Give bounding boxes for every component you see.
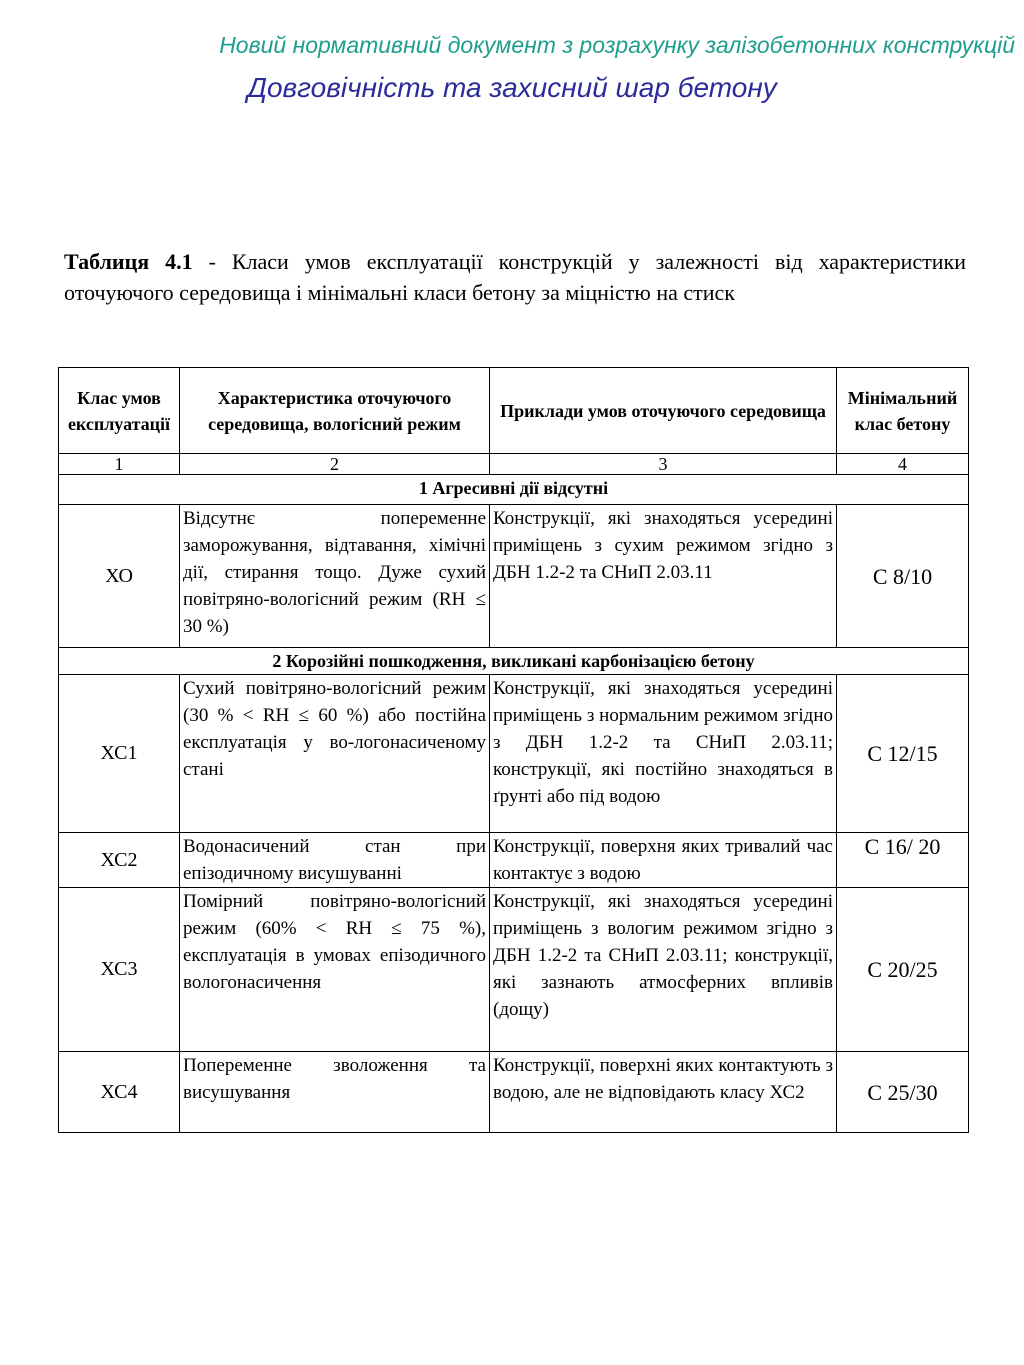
header-environment-examples: Приклади умов оточуючого середовища: [490, 368, 837, 454]
table-caption-label: Таблиця 4.1: [64, 249, 193, 274]
header-exposure-class: Клас умов експлуатації: [59, 368, 180, 454]
column-number: 3: [490, 454, 837, 475]
table-caption-text: - Класи умов експлуатації конструкцій у залежності від характеристики оточуючого середовища і мінімальні класи бетону за міцністю на стиск: [64, 249, 966, 305]
exposure-class-cell: ХС4: [59, 1052, 180, 1133]
example-cell: Конструкції, які знаходяться усередині приміщень з сухим режимом згідно з ДБН 1.2-2 та СНиП 2.03.11: [490, 505, 837, 648]
example-cell: Конструкції, які знаходяться усередині приміщень з вологим режимом згідно з ДБН 1.2-2 та СНиП 2.03.11; конструкції, які зазнають атмосферних впливів (дощу): [490, 888, 837, 1052]
header-min-concrete-class: Мінімальний клас бетону: [837, 368, 969, 454]
example-cell: Конструкції, які знаходяться усередині приміщень з нормальним режимом згідно з ДБН 1.2-2 та СНиП 2.03.11; конструкції, які постійно знаходяться в ґрунті або під водою: [490, 675, 837, 833]
exposure-class-cell: ХС1: [59, 675, 180, 833]
exposure-class-cell: ХО: [59, 505, 180, 648]
column-number: 4: [837, 454, 969, 475]
characteristic-cell: Водонасичений стан при епізодичному висушуванні: [180, 833, 490, 888]
grade-cell: С 12/15: [837, 675, 969, 833]
exposure-classes-table: [58, 367, 969, 1133]
characteristic-cell: Попеременне зволоження та висушування: [180, 1052, 490, 1133]
grade-cell: С 8/10: [837, 505, 969, 648]
grade-cell: С 25/30: [837, 1052, 969, 1133]
header-environment-characteristic: Характеристика оточуючого середовища, вологісний режим: [180, 368, 490, 454]
column-number: 2: [180, 454, 490, 475]
exposure-class-cell: ХС2: [59, 833, 180, 888]
section-row: [59, 648, 969, 675]
section-heading: 1 Агресивні дії відсутні: [59, 475, 969, 505]
page-title: Довговічність та захисний шар бетону: [247, 72, 777, 103]
table-header-row: [59, 368, 969, 454]
table-row: [59, 505, 969, 648]
example-cell: Конструкції, поверхні яких контактують з водою, але не відповідають класу ХС2: [490, 1052, 837, 1133]
column-number: 1: [59, 454, 180, 475]
characteristic-cell: Помірний повітряно-вологісний режим (60% < RH ≤ 75 %), експлуатація в умовах епізодичного вологонасичення: [180, 888, 490, 1052]
exposure-class-cell: ХС3: [59, 888, 180, 1052]
example-cell: Конструкції, поверхня яких тривалий час контактує з водою: [490, 833, 837, 888]
document-title: Новий нормативний документ з розрахунку залізобетонних конструкцій: [219, 32, 1015, 58]
grade-cell: С 20/25: [837, 888, 969, 1052]
section-row: [59, 475, 969, 505]
table-row: [59, 675, 969, 833]
section-heading: 2 Корозійні пошкодження, викликані карбонізацією бетону: [59, 648, 969, 675]
grade-cell: С 16/ 20: [837, 833, 969, 888]
table-row: [59, 1052, 969, 1133]
table-row: [59, 833, 969, 888]
characteristic-text: Відсутнє попеременне заморожування, відтавання, хімічні дії, стирання тощо. Дуже сухий повітряно-вологісний режим (RH ≤ 30 %): [183, 508, 486, 637]
column-number-row: [59, 454, 969, 475]
table-row: [59, 888, 969, 1052]
table-caption: [64, 246, 966, 308]
characteristic-cell: Сухий повітряно-вологісний режим (30 % < RH ≤ 60 %) або постійна експлуатація у во-логонасиченому стані: [180, 675, 490, 833]
characteristic-cell: [180, 505, 490, 648]
